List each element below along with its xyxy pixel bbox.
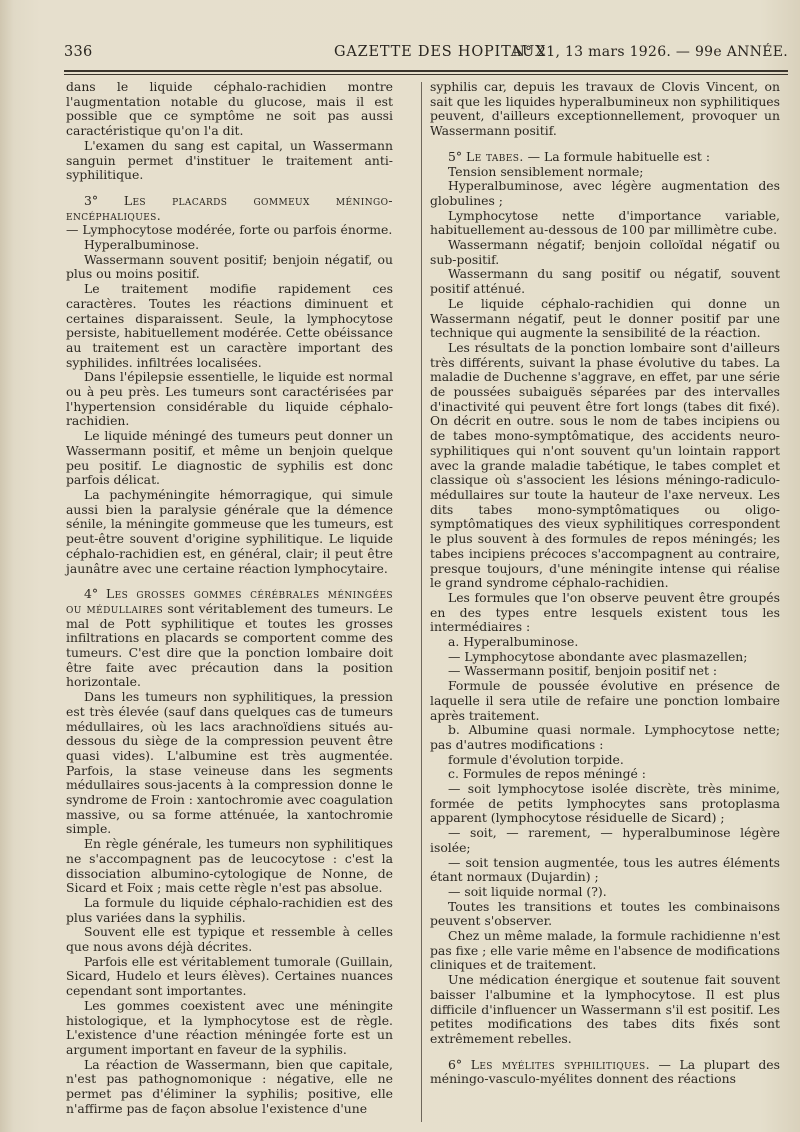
- paragraph: — Lymphocytose modérée, forte ou parfois énorme.: [66, 222, 393, 238]
- section-heading: [66, 194, 393, 223]
- page-number: 336: [64, 44, 93, 60]
- header-rule-thick: [64, 70, 788, 72]
- list-item: b. Albumine quasi normale. Lymphocytose nette; pas d'autres modifications :: [430, 722, 780, 752]
- section-title: Les myélites syphilitiques.: [470, 1056, 650, 1072]
- paragraph: Hyperalbuminose, avec légère augmentation des globulines ;: [430, 178, 780, 208]
- section-paragraph: [430, 150, 780, 165]
- journal-title: GAZETTE DES HOPITAUX: [334, 44, 547, 60]
- paragraph: Hyperalbuminose.: [84, 237, 200, 253]
- paragraph: Les gommes coexistent avec une méningite histologique, et la lymphocytose est de règle. L'existence d'une réaction méningée forte est un argument important en faveur de la syphilis.: [66, 997, 393, 1057]
- paragraph: Tension sensiblement normale;: [448, 163, 644, 179]
- list-item: — Lymphocytose abondante avec plasmazellen;: [448, 648, 748, 664]
- list-item: a. Hyperalbuminose.: [448, 634, 579, 650]
- section-number: 4°: [84, 586, 99, 602]
- paragraph-text: sont véritablement des tumeurs. Le mal de Pott syphilitique et toutes les grosses infiltrations en placards se comportent comme des tumeurs. C'est dire que la ponction lombaire doit être faite avec précaution dans la position horizontale.: [66, 600, 393, 690]
- paragraph: La pachyméningite hémorragique, qui simule aussi bien la paralysie générale que la démence sénile, la méningite gommeuse que les tumeurs, est peut-être souvent d'origine syphilitique. Le liquide céphalo-rachidien est, en général, clair; il peut être jaunâtre avec une certaine réaction lymphocytaire.: [66, 486, 393, 576]
- paragraph: Wassermann du sang positif ou négatif, souvent positif atténué.: [430, 266, 780, 297]
- section-paragraph: [430, 1058, 780, 1087]
- paragraph: Dans les tumeurs non syphilitiques, la pression est très élevée (sauf dans quelques cas de tumeurs médullaires, où les lacs arachnoïdiens situés au-dessous du siège de la compression peuvent être quasi vides). L'albumine est très augmentée. Parfois, la stase veineuse dans les segments médullaires sous-jacents à la compression donne le syndrome de Froin : xantochromie avec coagulation massive, ou sa forme atténuée, la xantochromie simple.: [66, 689, 393, 837]
- header-rule-thin: [64, 74, 788, 75]
- paragraph: syphilis car, depuis les travaux de Clovis Vincent, on sait que les liquides hyperalbumineux non syphilitiques peuvent, d'ailleurs exceptionnellement, provoquer un Wassermann positif.: [430, 79, 780, 139]
- paragraph: Toutes les transitions et toutes les combinaisons peuvent s'observer.: [430, 898, 780, 929]
- paragraph: Les formules que l'on observe peuvent être groupés en des types entre lesquels existent tous les intermédiaires :: [430, 589, 780, 635]
- section-title: Les grosses gommes cérébrales méningées ou médullaires: [66, 586, 393, 616]
- paragraph: Le liquide céphalo-rachidien qui donne un Wassermann négatif, peut le donner positif par une technique qui augmente la sensibilité de la réaction.: [430, 295, 780, 341]
- issue-info: N° 21, 13 mars 1926. — 99e ANNÉE.: [512, 44, 788, 60]
- paragraph: formule d'évolution torpide.: [448, 751, 624, 767]
- paragraph: dans le liquide céphalo-rachidien montre l'augmentation notable du glucose, mais il est possible que ce symptôme ne soit pas aussi caractéristique qu'on l'a dit.: [66, 79, 393, 139]
- list-item: — soit liquide normal (?).: [448, 883, 607, 899]
- paragraph: Le traitement modifie rapidement ces caractères. Toutes les réactions diminuent et certaines disparaissent. Seule, la lymphocytose persiste, habituellement modérée. Cette obéissance au traitement est un caractère important des syphilides. infiltrées localisées.: [66, 281, 393, 370]
- paragraph: L'examen du sang est capital, un Wassermann sanguin permet d'instituer le traitement anti-syphilitique.: [66, 137, 393, 183]
- section-paragraph: [66, 587, 393, 690]
- paragraph: Une médication énergique et soutenue fait souvent baisser l'albumine et la lymphocytose. Il est plus difficile d'influencer un Wassermann s'il est positif. Les petites modifications des tabes dits fixés sont extrêmement rebelles.: [430, 972, 780, 1046]
- section-title: Les placards gommeux méningo-encéphaliques.: [66, 192, 393, 223]
- section-title: Le tabes.: [466, 148, 524, 164]
- paragraph: Le liquide méningé des tumeurs peut donner un Wassermann positif, et même un benjoin quelque peu positif. Le diagnostic de syphilis est donc parfois délicat.: [66, 428, 393, 488]
- paragraph: Wassermann négatif; benjoin colloïdal négatif ou sub-positif.: [430, 237, 780, 267]
- list-item: c. Formules de repos méningé :: [448, 766, 646, 782]
- list-item: — Wassermann positif, benjoin positif net :: [448, 663, 718, 679]
- left-column: [66, 80, 393, 1117]
- paragraph: Chez un même malade, la formule rachidienne n'est pas fixe ; elle varie même en l'absence de modifications cliniques et de traitement.: [430, 928, 780, 973]
- paragraph-text: — La plupart des méningo-vasculo-myélites donnent des réactions: [430, 1056, 780, 1087]
- paragraph: Souvent elle est typique et ressemble à celles que nous avons déjà décrites.: [66, 924, 393, 955]
- list-item: — soit lymphocytose isolée discrète, très minime, formée de petits lymphocytes sans protoplasma apparent (lymphocytose résiduelle de Sicard) ;: [430, 781, 780, 826]
- right-column: [430, 80, 780, 1087]
- section-number: 5°: [448, 148, 463, 164]
- paragraph: Formule de poussée évolutive en présence de laquelle il sera utile de refaire une ponction lombaire après traitement.: [430, 678, 780, 723]
- paragraph: La réaction de Wassermann, bien que capitale, n'est pas pathognomonique : négative, elle ne permet pas d'éliminer la syphilis; positive, elle n'affirme pas de façon absolue l'existence d'une: [66, 1056, 393, 1116]
- paragraph: La formule du liquide céphalo-rachidien est des plus variées dans la syphilis.: [66, 894, 393, 925]
- section-number: 6°: [448, 1056, 463, 1072]
- paragraph: Dans l'épilepsie essentielle, le liquide est normal ou à peu près. Les tumeurs sont caractérisées par l'hypertension considérable du liquide céphalo-rachidien.: [66, 369, 393, 429]
- paragraph: Les résultats de la ponction lombaire sont d'ailleurs très différents, suivant la phase évolutive du tabes. La maladie de Duchenne s'aggrave, en effet, par une série de poussées subaiguës séparées par des intervalles d'inactivité qui peuvent être fort longs (tabes dit fixé). On décrit en outre. sous le nom de tabes incipiens ou de tabes mono-symptômatique, des accidents neuro-syphilitiques qui n'ont souvent qu'un lointain rapport avec la grande maladie tabétique, le tabes complet et classique où s'associent les lésions méningo-radiculo-médullaires sur toute la hauteur de l'axe nerveux. Les dits tabes mono-symptômatiques ou oligo-symptômatiques des vieux syphilitiques correspondent le plus souvent à des formules de repos méningés; les tabes incipiens précoces s'accompagnent au contraire, presque toujours, d'une méningite intense qui réalise le grand syndrome céphalo-rachidien.: [430, 339, 780, 591]
- paragraph: Lymphocytose nette d'importance variable, habituellement au-dessous de 100 par millimètre cube.: [430, 207, 780, 238]
- list-item: — soit, — rarement, — hyperalbuminose légère isolée;: [430, 825, 780, 855]
- paragraph-text: — La formule habituelle est :: [527, 148, 710, 164]
- paragraph: En règle générale, les tumeurs non syphilitiques ne s'accompagnent pas de leucocytose : c'est la dissociation albumino-cytologique de Nonne, de Sicard et Foix ; mais cette règle n'est pas absolue.: [66, 836, 393, 896]
- column-divider: [421, 82, 422, 1122]
- page-header: [64, 44, 788, 64]
- section-number: 3°: [84, 192, 99, 208]
- paragraph: Parfois elle est véritablement tumorale (Guillain, Sicard, Hudelo et leurs élèves). Certaines nuances cependant sont importantes.: [66, 953, 393, 999]
- paragraph: Wassermann souvent positif; benjoin négatif, ou plus ou moins positif.: [66, 251, 393, 282]
- list-item: — soit tension augmentée, tous les autres éléments étant normaux (Dujardin) ;: [430, 854, 780, 885]
